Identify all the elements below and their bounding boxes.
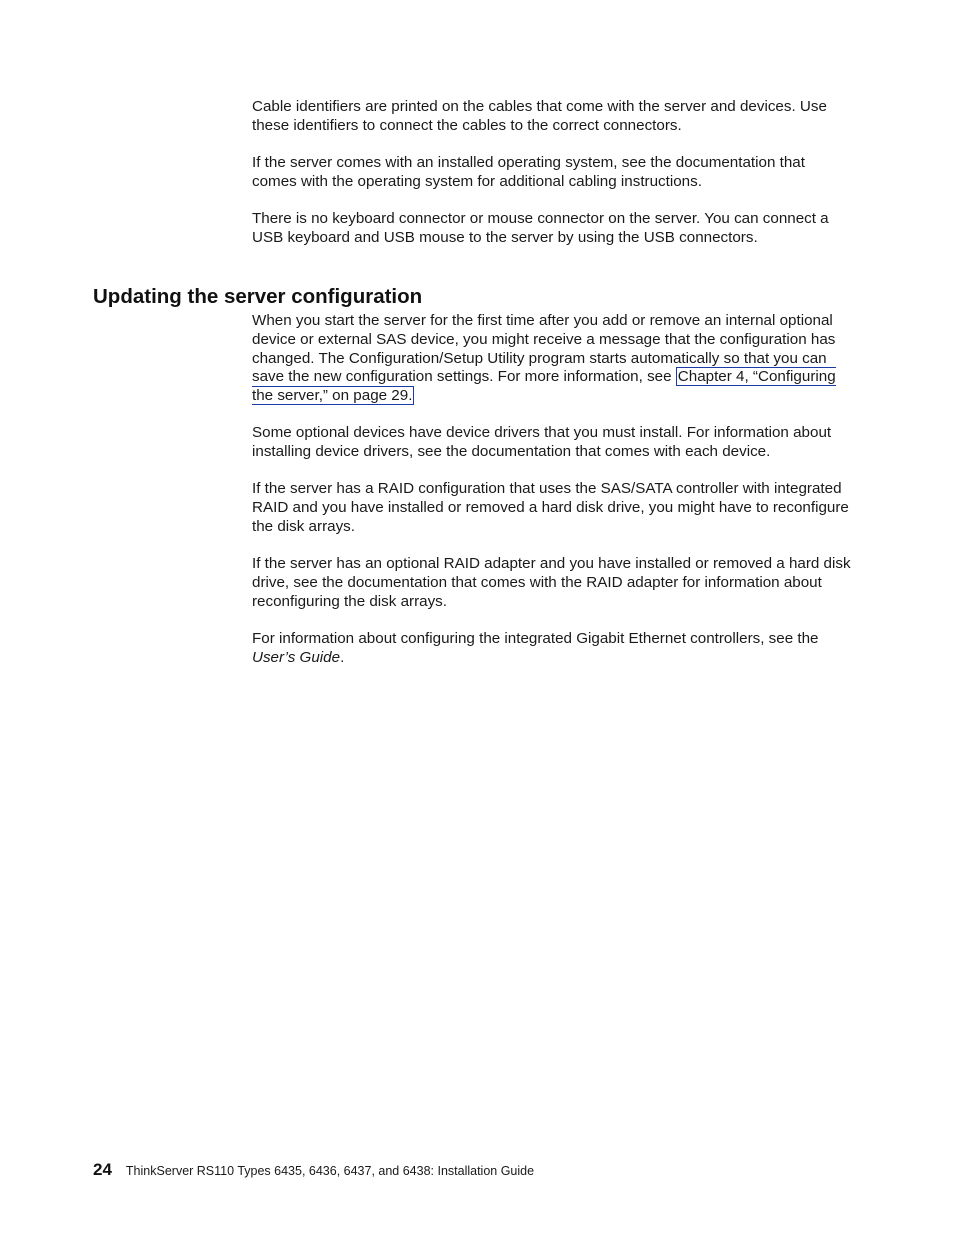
paragraph-raid-sas-sata: If the server has a RAID configuration that uses the SAS/SATA controller with integrated RAID and you have installed or removed a hard disk drive, you might have to reconfigure the disk arrays.: [252, 480, 849, 535]
intro-paragraph-operating-system: If the server comes with an installed operating system, see the documentation that comes with the operating system for additional cabling instructions.: [252, 154, 805, 190]
paragraph-configuration-change-text: When you start the server for the first time after you add or remove an internal optional device or external SAS device, you might receive a message that the configuration has changed. The Configuration/Setup Utility program starts automatically so that you can save the new configuration settings. For more information, see: [252, 312, 836, 386]
paragraph-device-drivers: Some optional devices have device drivers that you must install. For information about installing device drivers, see the documentation that comes with each device.: [252, 424, 832, 460]
paragraph-raid-adapter: If the server has an optional RAID adapter and you have installed or removed a hard disk drive, see the documentation that comes with the RAID adapter for information about reconfiguring the disk arrays.: [252, 555, 851, 610]
paragraph-configuration-change: [252, 312, 852, 406]
intro-paragraph-keyboard-mouse: There is no keyboard connector or mouse connector on the server. You can connect a USB keyboard and USB mouse to the server by using the USB connectors.: [252, 210, 829, 246]
chapter-4-link[interactable]: Chapter 4, “Configuring the server,” on page 29.: [252, 368, 836, 405]
paragraph-gigabit-ethernet-text: For information about configuring the integrated Gigabit Ethernet controllers, see the: [252, 630, 819, 647]
section-heading: Updating the server configuration: [93, 285, 423, 308]
intro-paragraph-cable-identifiers: Cable identifiers are printed on the cables that come with the server and devices. Use these identifiers to connect the cables to the correct connectors.: [252, 98, 827, 134]
paragraph-gigabit-ethernet: [252, 630, 852, 668]
footer-document-title: ThinkServer RS110 Types 6435, 6436, 6437, and 6438: Installation Guide: [125, 1164, 535, 1178]
paragraph-gigabit-ethernet-end: .: [340, 648, 345, 666]
page-number: 24: [93, 1160, 112, 1179]
users-guide-title: User’s Guide: [252, 648, 341, 666]
page-footer: [93, 1160, 534, 1184]
